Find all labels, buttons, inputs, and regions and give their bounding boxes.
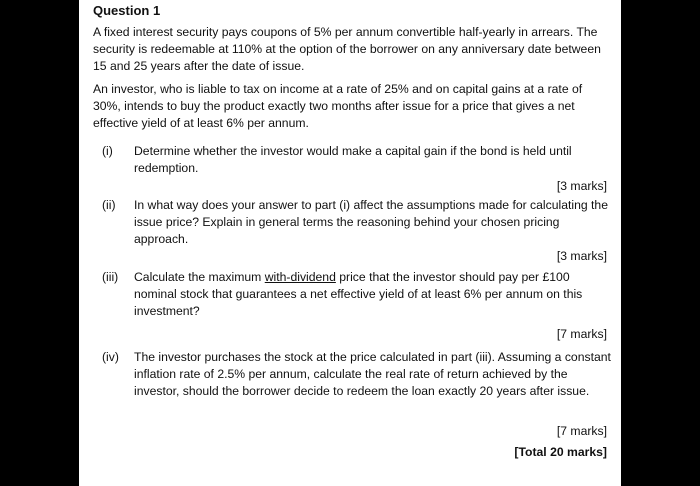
- part-i-marks: [3 marks]: [556, 179, 607, 193]
- question-title: Question 1: [93, 3, 161, 18]
- total-marks: [Total 20 marks]: [514, 445, 607, 459]
- part-iv-text: The investor purchases the stock at the price calculated in part (iii). Assuming a constant inflation rate of 2.5% per annum, calculate the real rate of return achieved by the investor, should the borrower decide to redeem the loan exactly 20 years after issue.: [134, 350, 611, 398]
- part-iii-text-before: Calculate the maximum: [134, 270, 265, 284]
- part-ii-marks: [3 marks]: [556, 249, 607, 263]
- intro-paragraph-2: An investor, who is liable to tax on income at a rate of 25% and on capital gains at a rate of 30%, intends to buy the product exactly two months after issue for a price that gives a net effective yield of at least 6% per annum.: [93, 82, 583, 130]
- part-iii-text: [134, 269, 614, 320]
- part-i-number: (i): [102, 144, 113, 158]
- intro-paragraph-1: A fixed interest security pays coupons of 5% per annum convertible half-yearly in arrears. The security is redeemable at 110% at the option of the borrower on any anniversary date between 15 and 25 years after the date of issue.: [93, 25, 601, 73]
- with-dividend-underlined: with-dividend: [264, 270, 336, 284]
- part-iii-marks: [7 marks]: [556, 327, 607, 341]
- question-page: [79, 0, 621, 486]
- part-iii-text-after: price that the investor should pay per £100 nominal stock that guarantees a net effective yield of at least 6% per annum on this investment?: [134, 270, 583, 318]
- part-ii-number: (ii): [102, 198, 116, 212]
- part-i-text: Determine whether the investor would make a capital gain if the bond is held until redemption.: [134, 144, 572, 175]
- part-iv-number: (iv): [102, 350, 119, 364]
- part-iii-number: (iii): [102, 270, 119, 284]
- part-ii-text: In what way does your answer to part (i) affect the assumptions made for calculating the issue price? Explain in general terms the reasoning behind your chosen pricing approach.: [134, 198, 608, 246]
- part-iv-marks: [7 marks]: [556, 424, 607, 438]
